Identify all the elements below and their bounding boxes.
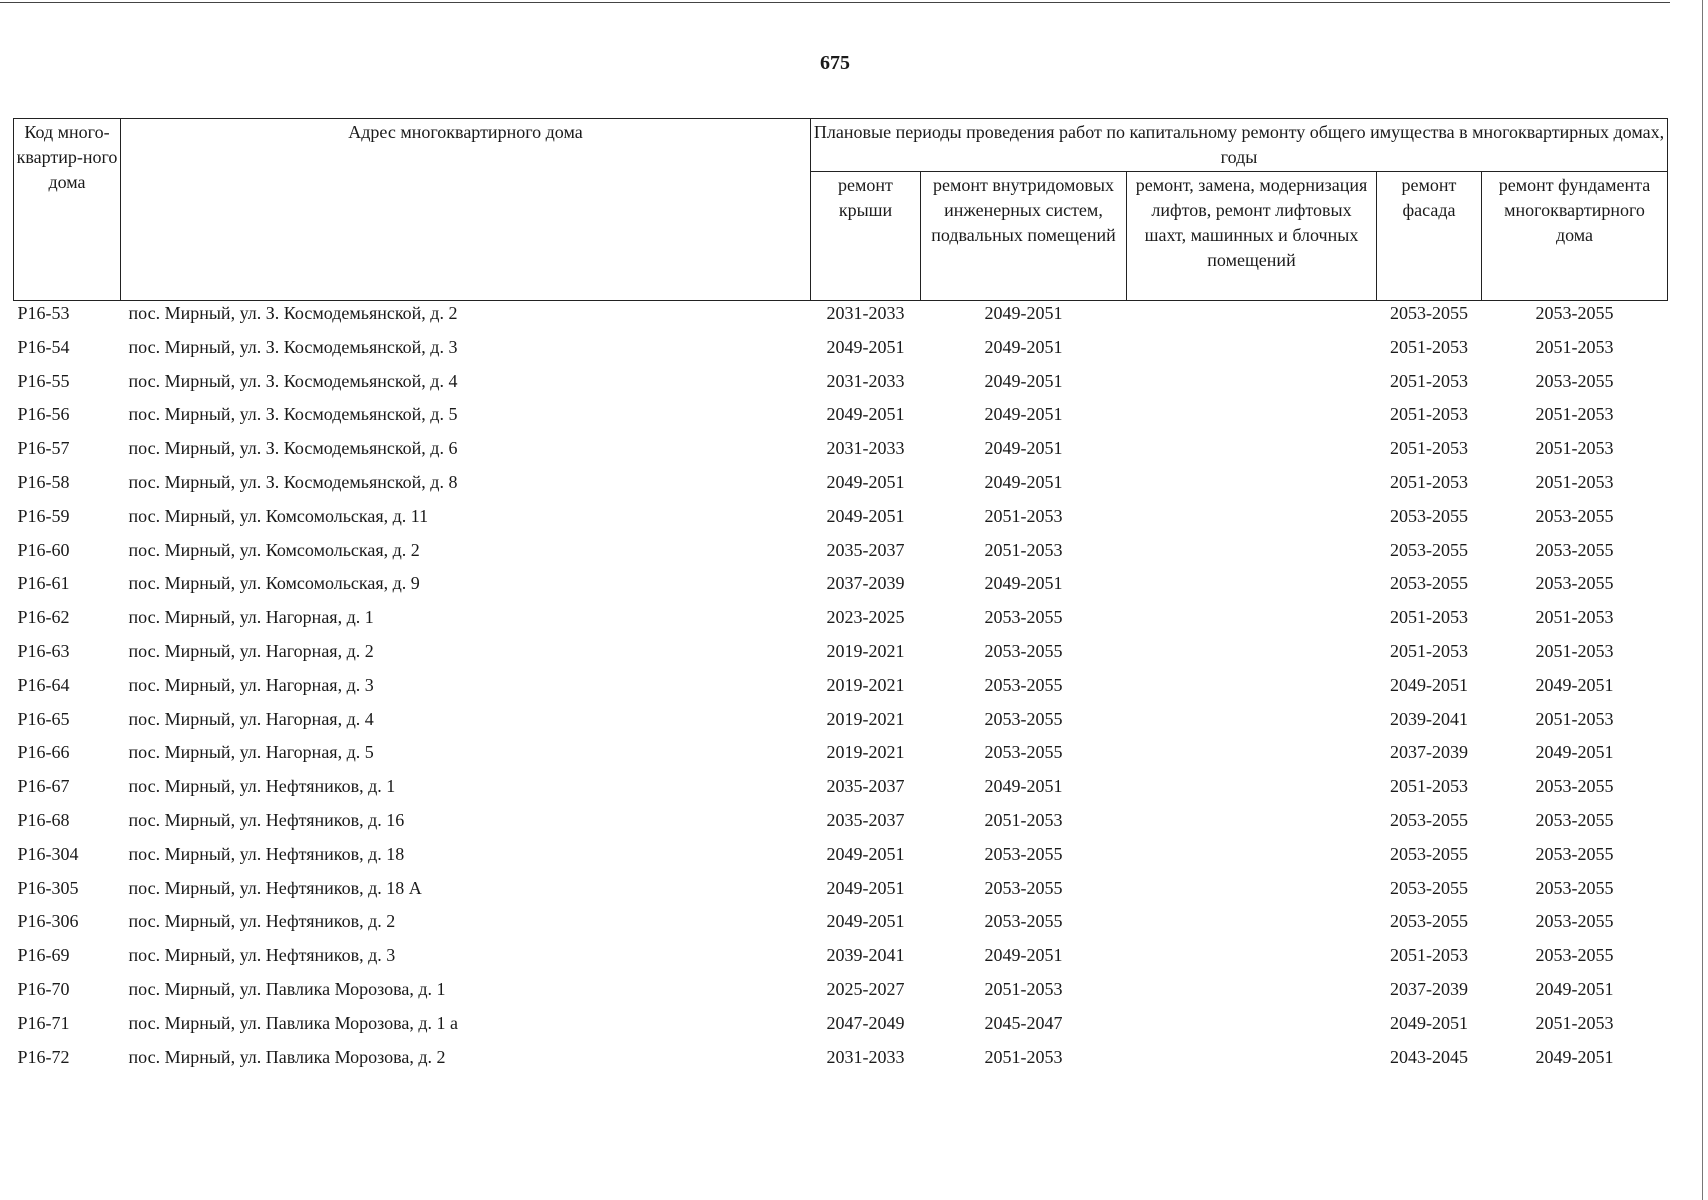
table-row	[14, 943, 1668, 977]
cell-roof: 2025-2027	[826, 978, 905, 999]
cell-engineering: 2051-2053	[984, 1046, 1063, 1067]
cell-roof: 2049-2051	[826, 505, 905, 526]
header-foundation: ремонт фундамента многоквартирного дома	[1482, 172, 1668, 301]
cell-elevators	[1127, 605, 1377, 639]
cell-roof: 2049-2051	[826, 471, 905, 492]
cell-foundation: 2051-2053	[1535, 1012, 1614, 1033]
cell-address: пос. Мирный, ул. Нефтяников, д. 18 А	[128, 877, 422, 898]
cell-elevators	[1127, 571, 1377, 605]
header-planned-periods: Плановые периоды проведения работ по капитальному ремонту общего имущества в многоквартирных домах, годы	[811, 119, 1668, 172]
cell-facade: 2051-2053	[1390, 404, 1468, 425]
table-row	[14, 876, 1668, 910]
cell-address: пос. Мирный, ул. Комсомольская, д. 11	[128, 505, 429, 526]
cell-elevators	[1127, 470, 1377, 504]
cell-roof: 2039-2041	[826, 945, 905, 966]
cell-roof: 2031-2033	[826, 1046, 905, 1067]
cell-code: P16-70	[17, 978, 70, 999]
cell-foundation: 2053-2055	[1535, 911, 1614, 932]
cell-foundation: 2051-2053	[1535, 640, 1614, 661]
cell-foundation: 2053-2055	[1535, 776, 1614, 797]
cell-code: P16-306	[17, 911, 79, 932]
table-row	[14, 504, 1668, 538]
cell-code: P16-305	[17, 877, 79, 898]
cell-facade: 2037-2039	[1390, 742, 1468, 763]
cell-roof: 2031-2033	[826, 303, 905, 323]
table-row	[14, 1011, 1668, 1045]
table-body	[14, 301, 1668, 1079]
cell-foundation: 2049-2051	[1535, 742, 1614, 763]
cell-address: пос. Мирный, ул. З. Космодемьянской, д. 2	[128, 303, 458, 323]
table-row	[14, 571, 1668, 605]
table-row	[14, 977, 1668, 1011]
cell-address: пос. Мирный, ул. Нефтяников, д. 18	[128, 843, 405, 864]
cell-roof: 2023-2025	[826, 607, 905, 628]
cell-engineering: 2053-2055	[984, 742, 1063, 763]
header-row-group	[14, 119, 1668, 172]
cell-engineering: 2053-2055	[984, 843, 1063, 864]
cell-engineering: 2049-2051	[984, 404, 1063, 425]
cell-code: P16-60	[17, 539, 70, 560]
cell-elevators	[1127, 1045, 1377, 1079]
cell-engineering: 2049-2051	[984, 438, 1063, 459]
table-row	[14, 470, 1668, 504]
cell-elevators	[1127, 538, 1377, 572]
cell-engineering: 2051-2053	[984, 978, 1063, 999]
cell-roof: 2035-2037	[826, 539, 905, 560]
cell-facade: 2049-2051	[1390, 674, 1468, 695]
cell-engineering: 2049-2051	[984, 336, 1063, 357]
cell-address: пос. Мирный, ул. Нагорная, д. 2	[128, 640, 374, 661]
cell-engineering: 2053-2055	[984, 674, 1063, 695]
cell-facade: 2051-2053	[1390, 336, 1468, 357]
table-header	[14, 119, 1668, 301]
cell-address: пос. Мирный, ул. Нефтяников, д. 2	[128, 911, 396, 932]
cell-address: пос. Мирный, ул. З. Космодемьянской, д. 6	[128, 438, 458, 459]
cell-code: P16-62	[17, 607, 70, 628]
cell-elevators	[1127, 436, 1377, 470]
cell-roof: 2049-2051	[826, 404, 905, 425]
cell-foundation: 2051-2053	[1535, 708, 1614, 729]
cell-facade: 2043-2045	[1390, 1046, 1468, 1067]
cell-engineering: 2051-2053	[984, 809, 1063, 830]
cell-foundation: 2049-2051	[1535, 1046, 1614, 1067]
cell-facade: 2053-2055	[1390, 877, 1468, 898]
cell-elevators	[1127, 1011, 1377, 1045]
page-number: 675	[820, 52, 850, 74]
cell-elevators	[1127, 808, 1377, 842]
cell-elevators	[1127, 943, 1377, 977]
cell-foundation: 2053-2055	[1535, 303, 1614, 323]
cell-elevators	[1127, 402, 1377, 436]
cell-foundation: 2051-2053	[1535, 404, 1614, 425]
cell-code: P16-58	[17, 471, 70, 492]
cell-address: пос. Мирный, ул. Комсомольская, д. 9	[128, 573, 420, 594]
cell-address: пос. Мирный, ул. З. Космодемьянской, д. 4	[128, 370, 458, 391]
cell-address: пос. Мирный, ул. З. Космодемьянской, д. 8	[128, 471, 458, 492]
cell-engineering: 2049-2051	[984, 945, 1063, 966]
header-engineering: ремонт внутридомовых инженерных систем, подвальных помещений	[921, 172, 1127, 301]
cell-facade: 2051-2053	[1390, 370, 1468, 391]
cell-code: P16-56	[17, 404, 70, 425]
table-row	[14, 1045, 1668, 1079]
cell-roof: 2031-2033	[826, 370, 905, 391]
cell-elevators	[1127, 639, 1377, 673]
cell-foundation: 2051-2053	[1535, 471, 1614, 492]
cell-elevators	[1127, 504, 1377, 538]
cell-code: P16-55	[17, 370, 70, 391]
cell-elevators	[1127, 774, 1377, 808]
cell-address: пос. Мирный, ул. Павлика Морозова, д. 1 а	[128, 1012, 459, 1033]
cell-facade: 2053-2055	[1390, 505, 1468, 526]
cell-roof: 2049-2051	[826, 336, 905, 357]
cell-elevators	[1127, 842, 1377, 876]
cell-elevators	[1127, 707, 1377, 741]
cell-foundation: 2053-2055	[1535, 505, 1614, 526]
cell-foundation: 2053-2055	[1535, 877, 1614, 898]
cell-foundation: 2049-2051	[1535, 674, 1614, 695]
cell-engineering: 2053-2055	[984, 640, 1063, 661]
cell-engineering: 2053-2055	[984, 708, 1063, 729]
header-roof: ремонт крыши	[811, 172, 921, 301]
cell-code: P16-57	[17, 438, 70, 459]
cell-elevators	[1127, 369, 1377, 403]
cell-address: пос. Мирный, ул. Павлика Морозова, д. 1	[128, 978, 446, 999]
cell-facade: 2053-2055	[1390, 573, 1468, 594]
cell-facade: 2053-2055	[1390, 303, 1468, 323]
cell-code: P16-61	[17, 573, 70, 594]
table-row	[14, 605, 1668, 639]
cell-facade: 2053-2055	[1390, 911, 1468, 932]
cell-roof: 2019-2021	[826, 674, 905, 695]
cell-code: P16-69	[17, 945, 70, 966]
cell-code: P16-54	[17, 336, 70, 357]
cell-code: P16-72	[17, 1046, 70, 1067]
table-row	[14, 335, 1668, 369]
cell-address: пос. Мирный, ул. Нефтяников, д. 16	[128, 809, 405, 830]
header-code: Код много-квартир-ного дома	[14, 119, 121, 301]
cell-address: пос. Мирный, ул. Нефтяников, д. 1	[128, 776, 396, 797]
cell-foundation: 2053-2055	[1535, 945, 1614, 966]
cell-engineering: 2049-2051	[984, 303, 1063, 323]
cell-elevators	[1127, 673, 1377, 707]
cell-address: пос. Мирный, ул. Нагорная, д. 5	[128, 742, 374, 763]
cell-foundation: 2053-2055	[1535, 843, 1614, 864]
cell-address: пос. Мирный, ул. Нефтяников, д. 3	[128, 945, 396, 966]
cell-elevators	[1127, 740, 1377, 774]
cell-code: P16-67	[17, 776, 70, 797]
cell-roof: 2019-2021	[826, 708, 905, 729]
cell-roof: 2019-2021	[826, 640, 905, 661]
cell-code: P16-59	[17, 505, 70, 526]
cell-facade: 2053-2055	[1390, 843, 1468, 864]
cell-engineering: 2053-2055	[984, 877, 1063, 898]
cell-roof: 2031-2033	[826, 438, 905, 459]
cell-code: P16-66	[17, 742, 70, 763]
table-row	[14, 842, 1668, 876]
capital-repair-table	[13, 118, 1668, 1078]
table-row	[14, 707, 1668, 741]
table-row	[14, 673, 1668, 707]
table-row	[14, 639, 1668, 673]
cell-facade: 2051-2053	[1390, 640, 1468, 661]
cell-roof: 2019-2021	[826, 742, 905, 763]
table-row	[14, 909, 1668, 943]
top-border-line	[0, 2, 1670, 3]
cell-address: пос. Мирный, ул. З. Космодемьянской, д. 3	[128, 336, 458, 357]
cell-roof: 2035-2037	[826, 776, 905, 797]
cell-facade: 2051-2053	[1390, 776, 1468, 797]
cell-engineering: 2049-2051	[984, 370, 1063, 391]
cell-elevators	[1127, 335, 1377, 369]
cell-engineering: 2051-2053	[984, 539, 1063, 560]
cell-engineering: 2053-2055	[984, 607, 1063, 628]
cell-address: пос. Мирный, ул. Нагорная, д. 1	[128, 607, 374, 628]
cell-engineering: 2051-2053	[984, 505, 1063, 526]
table-row	[14, 301, 1668, 335]
cell-code: P16-304	[17, 843, 79, 864]
cell-roof: 2047-2049	[826, 1012, 905, 1033]
cell-facade: 2051-2053	[1390, 438, 1468, 459]
cell-address: пос. Мирный, ул. Павлика Морозова, д. 2	[128, 1046, 446, 1067]
header-facade: ремонт фасада	[1377, 172, 1482, 301]
cell-address: пос. Мирный, ул. Нагорная, д. 4	[128, 708, 374, 729]
cell-facade: 2053-2055	[1390, 539, 1468, 560]
table-row	[14, 436, 1668, 470]
cell-foundation: 2051-2053	[1535, 336, 1614, 357]
cell-facade: 2037-2039	[1390, 978, 1468, 999]
cell-foundation: 2051-2053	[1535, 438, 1614, 459]
cell-facade: 2051-2053	[1390, 607, 1468, 628]
cell-roof: 2035-2037	[826, 809, 905, 830]
header-address: Адрес многоквартирного дома	[121, 119, 811, 301]
cell-code: P16-53	[17, 303, 70, 323]
cell-address: пос. Мирный, ул. Комсомольская, д. 2	[128, 539, 420, 560]
cell-foundation: 2049-2051	[1535, 978, 1614, 999]
cell-engineering: 2049-2051	[984, 471, 1063, 492]
cell-engineering: 2049-2051	[984, 776, 1063, 797]
table-row	[14, 740, 1668, 774]
cell-foundation: 2053-2055	[1535, 573, 1614, 594]
cell-engineering: 2049-2051	[984, 573, 1063, 594]
cell-engineering: 2045-2047	[984, 1012, 1063, 1033]
cell-foundation: 2053-2055	[1535, 370, 1614, 391]
cell-foundation: 2053-2055	[1535, 809, 1614, 830]
cell-facade: 2039-2041	[1390, 708, 1468, 729]
cell-facade: 2051-2053	[1390, 945, 1468, 966]
table-row	[14, 402, 1668, 436]
cell-facade: 2053-2055	[1390, 809, 1468, 830]
table-row	[14, 538, 1668, 572]
table-row	[14, 369, 1668, 403]
cell-foundation: 2053-2055	[1535, 539, 1614, 560]
cell-roof: 2037-2039	[826, 573, 905, 594]
cell-roof: 2049-2051	[826, 843, 905, 864]
cell-code: P16-65	[17, 708, 70, 729]
cell-roof: 2049-2051	[826, 877, 905, 898]
cell-facade: 2051-2053	[1390, 471, 1468, 492]
cell-foundation: 2051-2053	[1535, 607, 1614, 628]
table-row	[14, 774, 1668, 808]
cell-address: пос. Мирный, ул. З. Космодемьянской, д. 5	[128, 404, 458, 425]
cell-code: P16-64	[17, 674, 70, 695]
cell-elevators	[1127, 977, 1377, 1011]
cell-code: P16-68	[17, 809, 70, 830]
cell-facade: 2049-2051	[1390, 1012, 1468, 1033]
cell-roof: 2049-2051	[826, 911, 905, 932]
header-elevators: ремонт, замена, модернизация лифтов, ремонт лифтовых шахт, машинных и блочных помещений	[1127, 172, 1377, 301]
cell-elevators	[1127, 301, 1377, 335]
cell-address: пос. Мирный, ул. Нагорная, д. 3	[128, 674, 374, 695]
cell-elevators	[1127, 876, 1377, 910]
cell-code: P16-63	[17, 640, 70, 661]
table-row	[14, 808, 1668, 842]
cell-code: P16-71	[17, 1012, 70, 1033]
cell-elevators	[1127, 909, 1377, 943]
page-edge-line	[1702, 0, 1703, 1200]
cell-engineering: 2053-2055	[984, 911, 1063, 932]
